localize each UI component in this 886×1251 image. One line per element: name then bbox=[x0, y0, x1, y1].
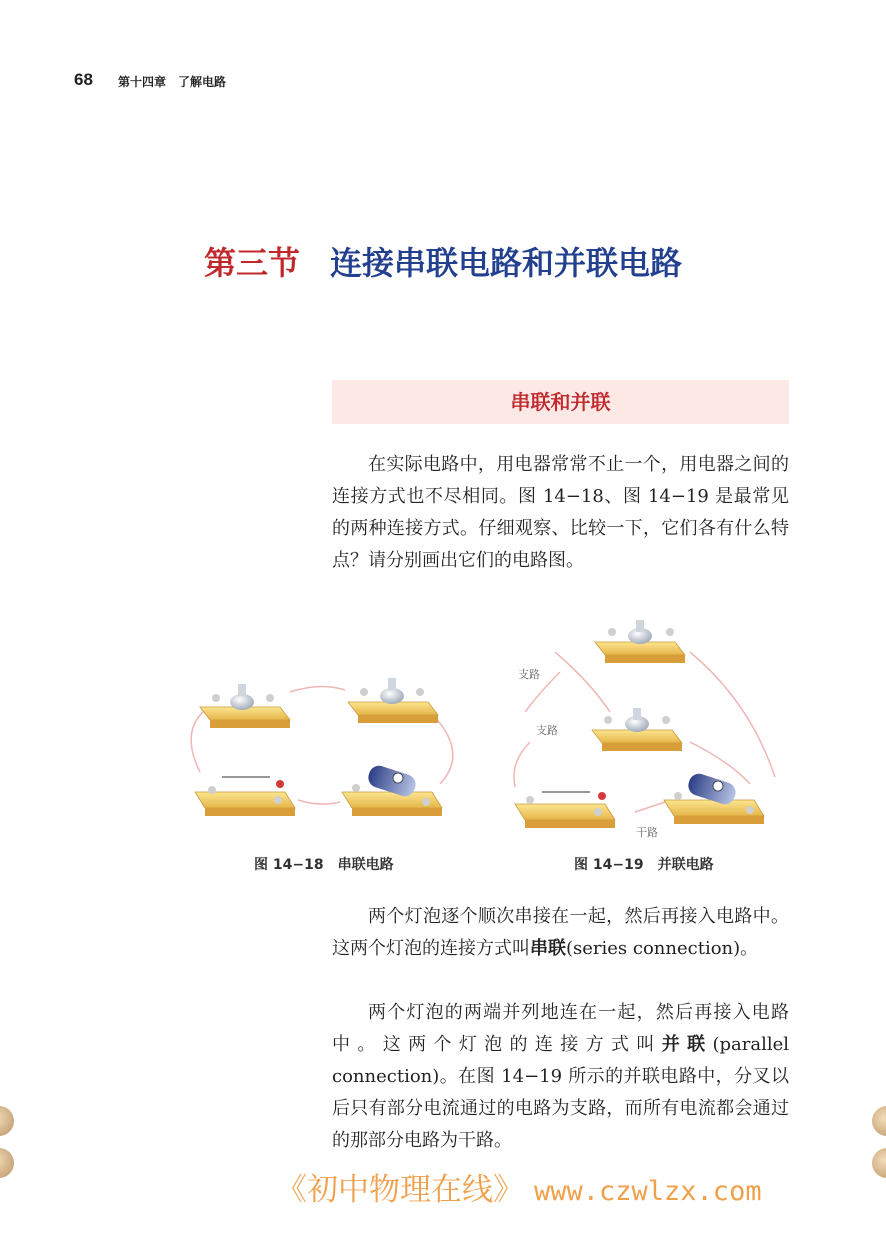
parallel-text-b: (parallel connection)。在图 14−19 所示的并联电路中，分叉以后只有部分电流通过的电路为支路，而所有电流都会通过的那部分电路为干路。 bbox=[332, 1034, 790, 1151]
switch-board bbox=[195, 777, 295, 816]
switch-knob-icon bbox=[598, 792, 606, 800]
series-text-b: (series connection)。 bbox=[566, 938, 759, 959]
wire bbox=[555, 652, 610, 712]
intro-text: 在实际电路中，用电器常常不止一个，用电器之间的连接方式也不尽相同。图 14−18、图 14−19 是最常见的两种连接方式。仔细观察、比较一下，它们各有什么特点？请分别画出它们的电路图。 bbox=[332, 454, 789, 571]
watermark-url: www.czwlzx.com bbox=[534, 1176, 762, 1207]
series-term: 串联 bbox=[530, 938, 566, 959]
subsection-title: 串联和并联 bbox=[510, 390, 611, 414]
parallel-paragraph bbox=[332, 997, 789, 1157]
series-text-a: 两个灯泡逐个顺次串接在一起，然后再接入电路中。这两个灯泡的连接方式叫 bbox=[332, 906, 789, 959]
wire bbox=[690, 652, 775, 777]
battery-board bbox=[342, 763, 442, 816]
circuit-figures bbox=[170, 612, 790, 842]
edge-decoration-icon bbox=[872, 1106, 886, 1136]
parallel-term: 并联 bbox=[661, 1034, 713, 1055]
series-paragraph bbox=[332, 901, 789, 965]
wire bbox=[191, 710, 205, 772]
subsection-banner bbox=[332, 380, 789, 424]
wire bbox=[514, 742, 530, 787]
section-number: 第三节 bbox=[203, 244, 300, 282]
fig19-caption: 图 14−19 并联电路 bbox=[574, 857, 714, 873]
page-number: 68 bbox=[74, 70, 93, 89]
wire bbox=[635, 802, 665, 812]
intro-paragraph bbox=[332, 449, 789, 577]
bulb-icon bbox=[380, 688, 404, 704]
bulb-board bbox=[592, 708, 682, 751]
bulb-board bbox=[348, 678, 438, 723]
series-circuit bbox=[191, 678, 453, 816]
wire bbox=[290, 686, 345, 692]
bulb-icon bbox=[230, 694, 254, 710]
watermark-text: 《初中物理在线》 bbox=[276, 1172, 524, 1208]
switch-board bbox=[515, 792, 615, 828]
bulb-board bbox=[200, 684, 290, 728]
bulb-board bbox=[595, 620, 685, 663]
battery-board bbox=[664, 771, 764, 824]
edge-decoration-icon bbox=[0, 1106, 14, 1136]
branch-label-middle: 支路 bbox=[536, 724, 558, 737]
wire bbox=[298, 800, 340, 804]
switch-knob-icon bbox=[276, 780, 284, 788]
chapter-header: 第十四章 了解电路 bbox=[118, 75, 227, 89]
branch-label-top: 支路 bbox=[518, 668, 540, 681]
edge-decoration-icon bbox=[0, 1148, 14, 1178]
watermark bbox=[276, 1164, 762, 1209]
section-heading bbox=[0, 238, 886, 284]
parallel-circuit bbox=[514, 620, 775, 839]
section-title: 连接串联电路和并联电路 bbox=[330, 244, 683, 282]
parallel-text-a: 两个灯泡的两端并列地连在一起，然后再接入电路中。这两个灯泡的连接方式叫 bbox=[332, 1002, 789, 1055]
edge-decoration-icon bbox=[872, 1148, 886, 1178]
trunk-label: 干路 bbox=[636, 826, 658, 839]
fig18-caption: 图 14−18 串联电路 bbox=[254, 857, 394, 873]
